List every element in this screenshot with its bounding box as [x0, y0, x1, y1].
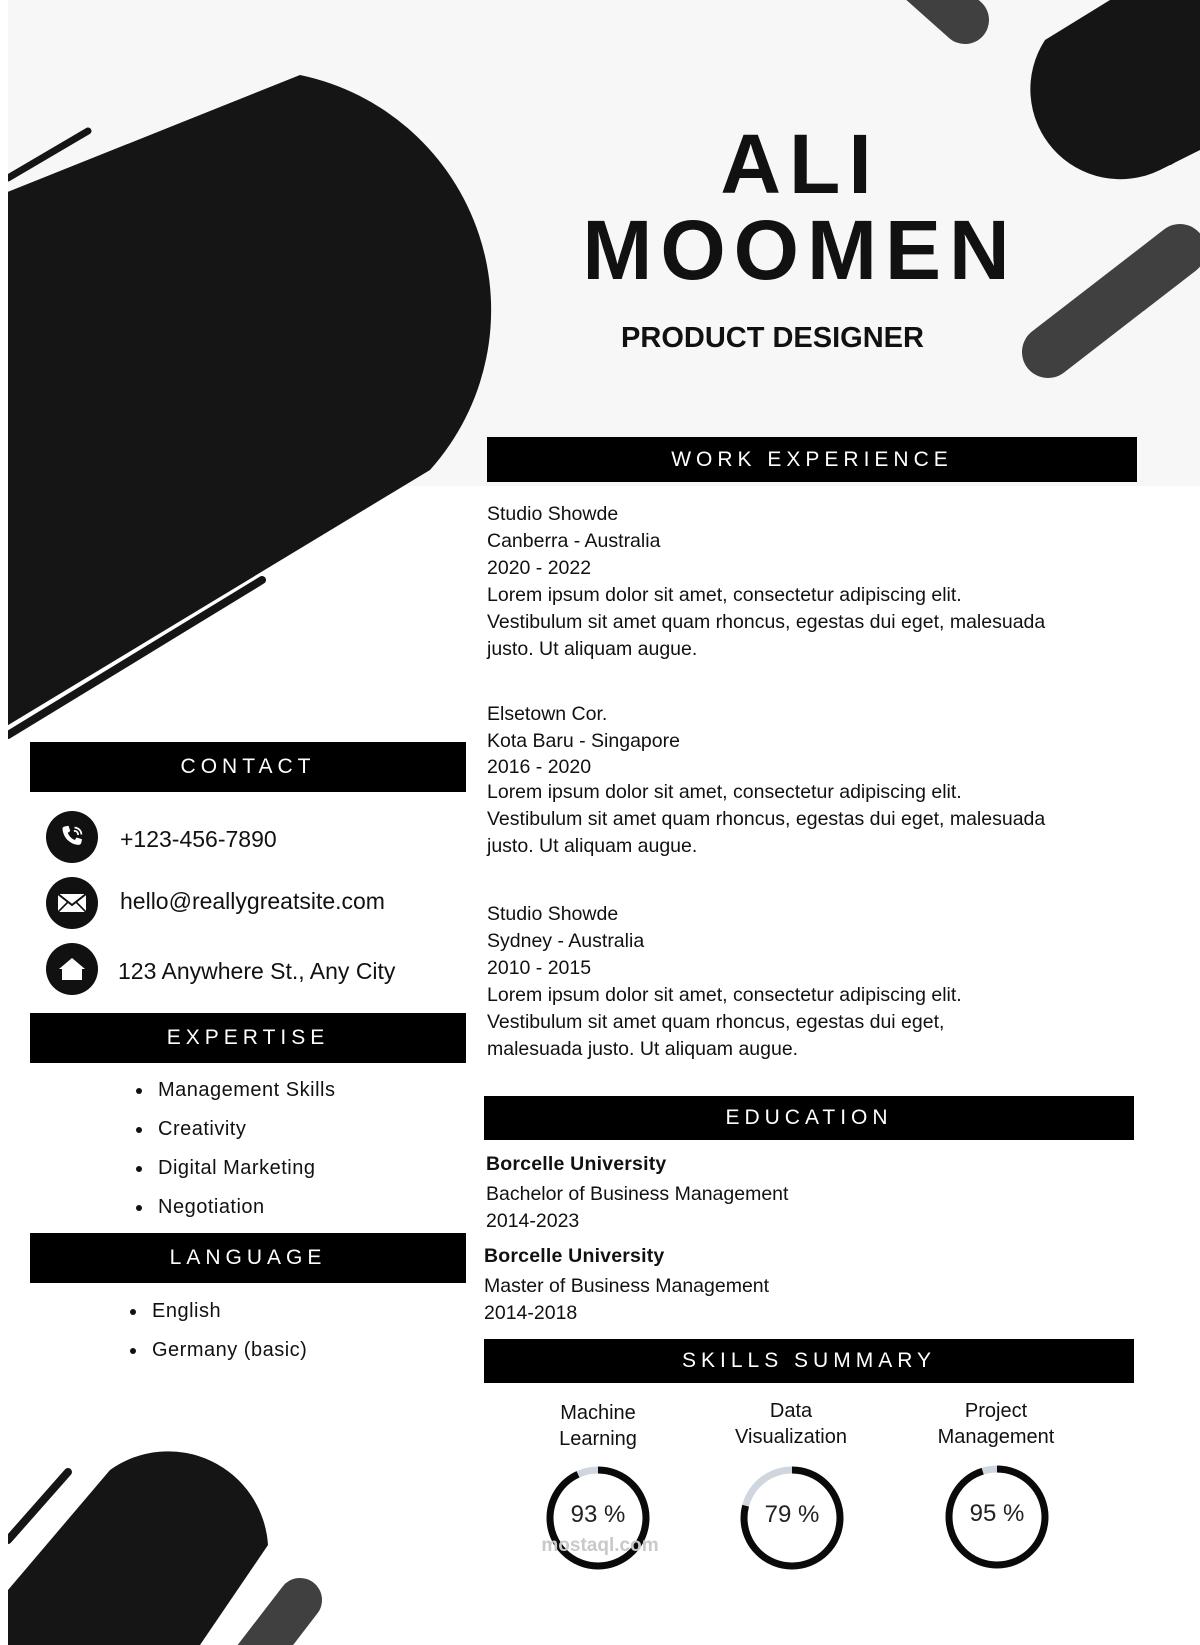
- education-school: Borcelle University: [486, 1153, 667, 1175]
- skill-percent: 79 %: [764, 1501, 820, 1528]
- work-location: Kota Baru - Singapore: [487, 730, 680, 752]
- education-degree: Bachelor of Business Management: [486, 1183, 789, 1205]
- work-description-line: Lorem ipsum dolor sit amet, consectetur adipiscing elit.: [487, 584, 962, 606]
- envelope-icon: [46, 877, 98, 929]
- education-degree: Master of Business Management: [484, 1275, 770, 1297]
- work-description-line: Vestibulum sit amet quam rhoncus, egestas dui eget, malesuada: [487, 808, 1046, 830]
- large-capsule-shape: [0, 75, 491, 730]
- work-experience-heading-text: WORK EXPERIENCE: [671, 448, 953, 471]
- work-description-line: Lorem ipsum dolor sit amet, consectetur adipiscing elit.: [487, 781, 962, 803]
- contact-heading: [30, 742, 466, 792]
- work-company: Elsetown Cor.: [487, 703, 608, 725]
- contact-email: hello@reallygreatsite.com: [120, 888, 385, 914]
- skill-label-line: Project: [964, 1400, 1028, 1422]
- language-heading-text: LANGUAGE: [169, 1246, 327, 1269]
- stripe-bottom-left: [8, 1472, 68, 1540]
- contact-heading-text: CONTACT: [180, 755, 316, 778]
- work-description-line: malesuada justo. Ut aliquam augue.: [487, 1038, 799, 1060]
- name-first: ALI: [720, 117, 880, 211]
- list-item: English: [130, 1292, 307, 1331]
- list-item: Management Skills: [136, 1071, 335, 1110]
- contact-address: 123 Anywhere St., Any City: [118, 958, 396, 984]
- work-years: 2016 - 2020: [487, 756, 592, 778]
- phone-icon: [46, 811, 98, 863]
- capsule-bottom-left: [8, 1451, 268, 1645]
- skill-label: [518, 1400, 678, 1452]
- education-item: [484, 1243, 1124, 1327]
- work-years: 2010 - 2015: [487, 957, 592, 979]
- skill-label-line: Management: [937, 1426, 1055, 1448]
- gray-bar-top: [920, 0, 965, 20]
- list-item: Germany (basic): [130, 1331, 307, 1370]
- skill-percent: 93 %: [570, 1501, 626, 1528]
- work-location: Canberra - Australia: [487, 530, 661, 552]
- list-item: Digital Marketing: [136, 1149, 335, 1188]
- skill-label: [916, 1398, 1076, 1450]
- work-description-line: justo. Ut aliquam augue.: [487, 638, 698, 660]
- education-years: 2014-2023: [486, 1210, 580, 1232]
- skills-heading: [484, 1339, 1134, 1383]
- skill-label-line: Learning: [559, 1428, 637, 1450]
- work-description-line: justo. Ut aliquam augue.: [487, 835, 698, 857]
- expertise-heading-text: EXPERTISE: [166, 1026, 330, 1049]
- work-item: [487, 701, 1137, 860]
- skills-heading-text: SKILLS SUMMARY: [681, 1349, 936, 1372]
- expertise-list: [136, 1071, 335, 1227]
- list-item: Negotiation: [136, 1188, 335, 1227]
- work-experience-heading: [487, 437, 1137, 482]
- education-heading: [484, 1096, 1134, 1140]
- language-heading: [30, 1233, 466, 1283]
- skill-label: [711, 1398, 871, 1450]
- skill-ring: [737, 1463, 847, 1573]
- work-company: Studio Showde: [487, 903, 619, 925]
- skill-label-line: Data: [769, 1400, 813, 1422]
- skill-ring: [942, 1462, 1052, 1572]
- work-company: Studio Showde: [487, 503, 619, 525]
- education-item: [486, 1151, 1126, 1235]
- work-item: [487, 501, 1137, 663]
- skill-label-line: Visualization: [735, 1426, 847, 1448]
- education-years: 2014-2018: [484, 1302, 578, 1324]
- name-last: MOOMEN: [582, 203, 1018, 297]
- home-icon: [46, 943, 98, 995]
- page-edge: [0, 0, 8, 1645]
- contact-phone: +123-456-7890: [120, 826, 277, 852]
- gray-bar-bottom: [250, 1600, 300, 1645]
- contact-phone-row: [46, 810, 98, 864]
- skill-label-line: Machine: [560, 1402, 636, 1424]
- work-location: Sydney - Australia: [487, 930, 645, 952]
- job-title: PRODUCT DESIGNER: [621, 322, 924, 354]
- list-item: Creativity: [136, 1110, 335, 1149]
- skill-percent: 95 %: [969, 1500, 1025, 1527]
- language-list: [130, 1292, 307, 1370]
- work-description-line: Vestibulum sit amet quam rhoncus, egestas dui eget,: [487, 1011, 945, 1033]
- contact-email-row: [46, 876, 98, 930]
- work-years: 2020 - 2022: [487, 557, 592, 579]
- education-heading-text: EDUCATION: [725, 1106, 893, 1129]
- education-school: Borcelle University: [484, 1245, 665, 1267]
- work-item: [487, 901, 1137, 1063]
- contact-address-row: [46, 942, 98, 996]
- watermark: mostaql.com: [541, 1535, 659, 1556]
- work-description-line: Lorem ipsum dolor sit amet, consectetur adipiscing elit.: [487, 984, 962, 1006]
- expertise-heading: [30, 1013, 466, 1063]
- work-description-line: Vestibulum sit amet quam rhoncus, egestas dui eget, malesuada: [487, 611, 1046, 633]
